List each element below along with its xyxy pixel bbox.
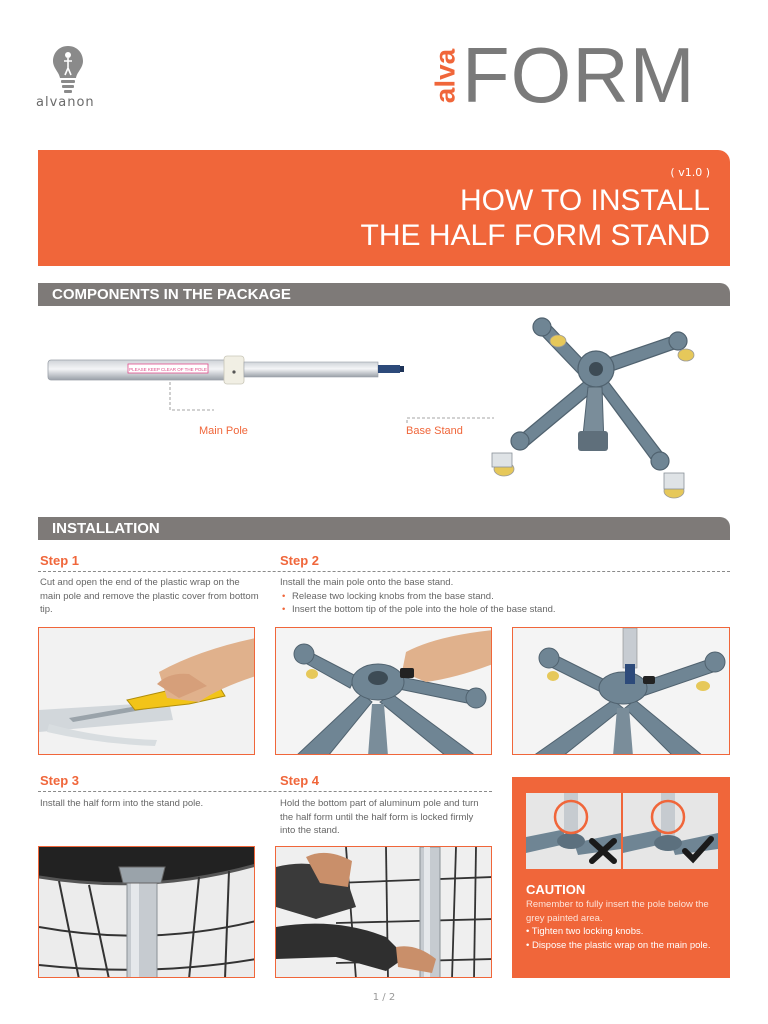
step-3-text: Install the half form into the stand pole.: [40, 798, 204, 809]
caution-box: [512, 777, 730, 978]
step-3-photo: [38, 846, 255, 978]
brand-prefix: [428, 44, 462, 108]
step-2-body: [280, 576, 720, 617]
page-number: 1 / 2: [372, 992, 396, 1003]
step-3-title: Step 3: [40, 773, 80, 788]
step-2-text: Install the main pole onto the base stand.: [280, 577, 454, 588]
step-2-title: Step 2: [280, 553, 320, 568]
caution-bullet-list: [526, 925, 726, 952]
step-2-bullet: • Release two locking knobs from the base stand.: [280, 590, 720, 604]
version-label: ( v1.0 ): [670, 166, 710, 179]
step-1-text: Cut and open the end of the plastic wrap on the main pole and remove the plastic cover from bottom tip.: [40, 577, 259, 615]
pole-sticker-text: PLEASE KEEP CLEAR OF THE POLE: [129, 367, 207, 372]
lightbulb-logo-icon: [50, 44, 86, 96]
brand-prefix-text: alva: [429, 48, 460, 104]
logo-wordmark: alvanon: [36, 95, 95, 110]
step-1-title: Step 1: [40, 553, 80, 568]
step-4-text: Hold the bottom part of aluminum pole and turn the half form until the half form is locked firmly into the stand.: [280, 798, 479, 836]
brand-name: FORM: [462, 31, 696, 119]
step-divider: [38, 571, 730, 572]
caution-body: [526, 898, 726, 952]
step-4-title: Step 4: [280, 773, 320, 788]
step-2-bullet: • Insert the bottom tip of the pole into the hole of the base stand.: [280, 603, 720, 617]
installation-heading: INSTALLATION: [38, 517, 730, 540]
step-4-photo: [275, 846, 492, 978]
step-1-photo: [38, 627, 255, 755]
title-banner: [38, 150, 730, 266]
caution-text: Remember to fully insert the pole below the grey painted area.: [526, 899, 709, 924]
main-pole-image: [46, 350, 408, 434]
caution-bullet: • Tighten two locking knobs.: [526, 926, 644, 937]
step-2-bullet-list: [280, 590, 720, 617]
step-divider: [38, 791, 492, 792]
base-stand-label: Base Stand: [406, 425, 463, 437]
step-2-photo-knobs: [275, 627, 492, 755]
page-title-line2: THE HALF FORM STAND: [360, 219, 710, 252]
caution-title: CAUTION: [526, 882, 586, 897]
caution-bullet: • Dispose the plastic wrap on the main pole.: [526, 939, 711, 951]
page-title-line1: HOW TO INSTALL: [459, 184, 710, 217]
base-stand-image: [478, 305, 728, 515]
step-2-photo-insert: [512, 627, 730, 755]
caution-photo-incorrect: [526, 793, 621, 869]
caution-photo-correct: [623, 793, 718, 869]
components-heading: COMPONENTS IN THE PACKAGE: [38, 283, 730, 306]
main-pole-label: Main Pole: [199, 425, 248, 437]
